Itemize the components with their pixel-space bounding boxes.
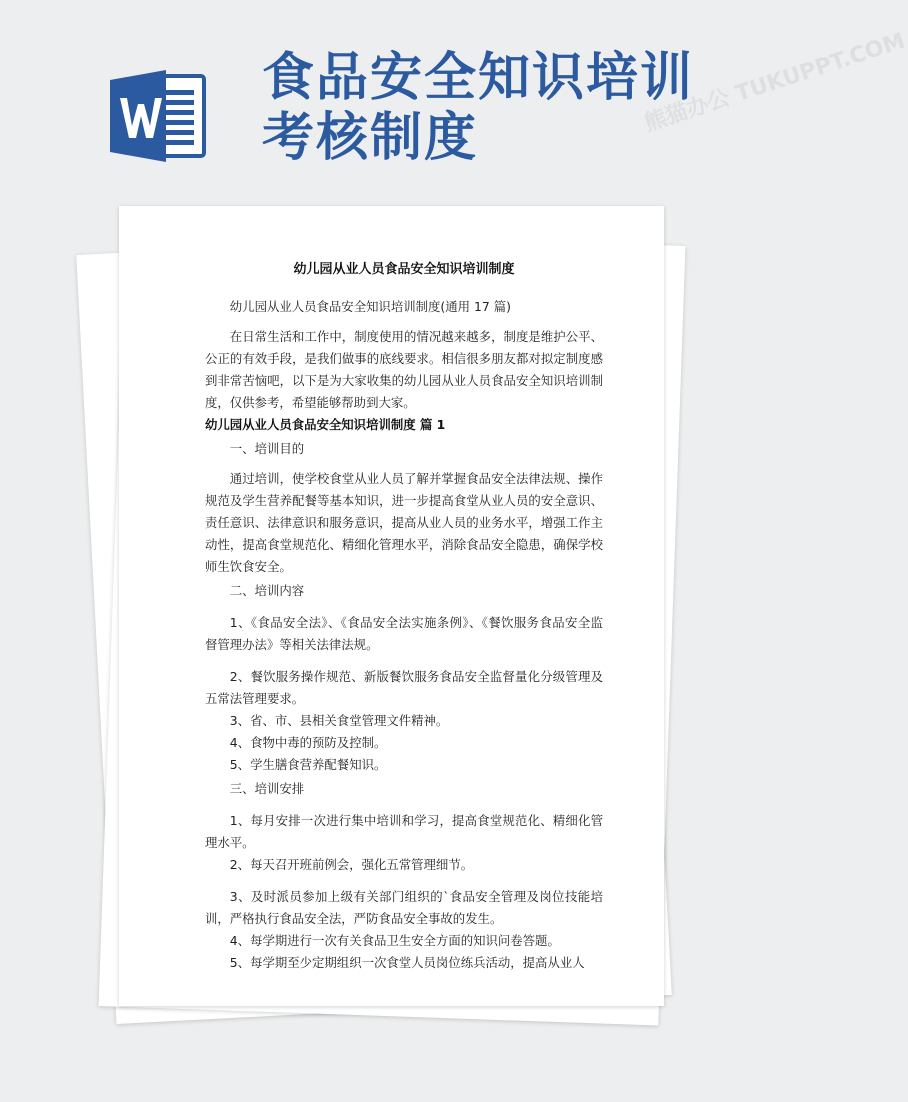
part1-label: 一、培训目的 xyxy=(229,441,305,456)
document-page xyxy=(119,206,664,1006)
part2-item: 1、《食品安全法》、《食品安全法实施条例》、《餐饮服务食品安全监督管理办法》等相关法律法规。 xyxy=(205,615,603,652)
intro-paragraph: 在日常生活和工作中，制度使用的情况越来越多，制度是维护公平、公正的有效手段，是我们做事的底线要求。相信很多朋友都对拟定制度感到非常苦恼吧，以下是为大家收集的幼儿园从业人员食品安全知识培训制度，仅供参考，希望能够帮助到大家。 xyxy=(205,329,603,410)
banner-title-line1: 食品安全知识培训 xyxy=(262,48,695,108)
document-subtitle: 幼儿园从业人员食品安全知识培训制度(通用 17 篇) xyxy=(229,299,511,314)
banner-title-line2: 考核制度 xyxy=(262,108,479,168)
part2-item: 2、餐饮服务操作规范、新版餐饮服务食品安全监督量化分级管理及五常法管理要求。 xyxy=(205,669,603,706)
part1-paragraph: 通过培训，使学校食堂从业人员了解并掌握食品安全法律法规、操作规范及学生营养配餐等基本知识，进一步提高食堂从业人员的安全意识、责任意识、法律意识和服务意识，提高从业人员的业务水平，增强工作主动性，提高食堂规范化、精细化管理水平，消除食品安全隐患，确保学校师生饮食安全。 xyxy=(205,471,603,574)
watermark-text: TUKUPPT.COM xyxy=(732,28,908,107)
part3-item: 5、每学期至少定期组织一次食堂人员岗位练兵活动，提高从业人 xyxy=(229,955,585,970)
document-body xyxy=(205,260,603,974)
part3-item: 1、每月安排一次进行集中培训和学习，提高食堂规范化、精细化管理水平。 xyxy=(205,813,603,850)
banner-title xyxy=(262,48,762,168)
word-document-icon xyxy=(108,68,208,164)
part2-item: 5、学生膳食营养配餐知识。 xyxy=(229,757,387,772)
part3-item: 4、每学期进行一次有关食品卫生安全方面的知识问卷答题。 xyxy=(229,933,560,948)
header-band xyxy=(0,0,780,215)
document-title: 幼儿园从业人员食品安全知识培训制度 xyxy=(293,262,515,277)
section-heading: 幼儿园从业人员食品安全知识培训制度 篇 1 xyxy=(205,417,446,432)
part2-item: 4、食物中毒的预防及控制。 xyxy=(229,735,387,750)
part2-item: 3、省、市、县相关食堂管理文件精神。 xyxy=(229,713,449,728)
part3-item: 3、及时派员参加上级有关部门组织的`食品安全管理及岗位技能培训，严格执行食品安全法，严防食品安全事故的发生。 xyxy=(205,889,603,926)
part3-item: 2、每天召开班前例会，强化五常管理细节。 xyxy=(229,857,474,872)
part2-label: 二、培训内容 xyxy=(229,583,305,598)
part3-label: 三、培训安排 xyxy=(229,781,305,796)
